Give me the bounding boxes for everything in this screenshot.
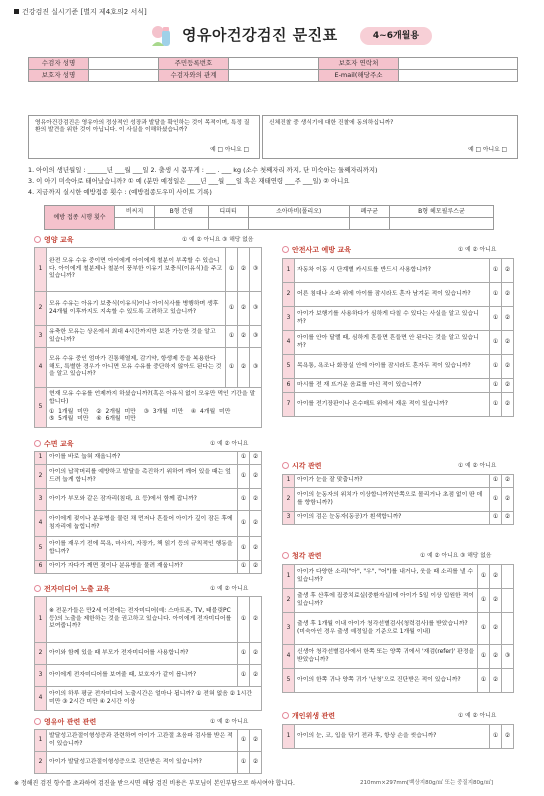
answer-option[interactable]: ② bbox=[238, 326, 250, 348]
vaccine-name: 폐구균 bbox=[349, 206, 389, 218]
info-label: 수검자와의 관계 bbox=[159, 70, 229, 82]
answer-option[interactable]: ① bbox=[238, 537, 250, 561]
answer-option[interactable]: ② bbox=[490, 589, 502, 613]
answer-option[interactable]: ② bbox=[250, 730, 262, 752]
answer-option[interactable]: ① bbox=[478, 645, 490, 669]
answer-option[interactable]: ① bbox=[478, 613, 490, 645]
section-title-sleep: 수면 교육 bbox=[34, 440, 74, 451]
answer-option[interactable]: ② bbox=[490, 645, 502, 669]
info-field[interactable] bbox=[229, 58, 319, 70]
vaccine-count[interactable] bbox=[349, 218, 389, 230]
answer-option[interactable]: ② bbox=[250, 597, 262, 643]
answer-option[interactable]: ① bbox=[490, 283, 502, 307]
section-title-safety: 안전사고 예방 교육 bbox=[282, 246, 351, 257]
answer-option[interactable]: ① bbox=[490, 259, 502, 283]
vaccine-count[interactable] bbox=[155, 218, 208, 230]
answer-legend: ① 예 ② 아니요 bbox=[210, 441, 249, 447]
answer-option[interactable]: ① bbox=[226, 326, 238, 348]
section-dot-icon bbox=[282, 552, 289, 559]
answer-option[interactable]: ② bbox=[250, 665, 262, 687]
section-title-nutrition: 영양 교육 bbox=[34, 236, 74, 247]
answer-option[interactable]: ① bbox=[490, 307, 502, 331]
answer-option[interactable]: ② bbox=[502, 331, 514, 355]
baby-bottle-icon bbox=[150, 24, 178, 50]
answer-option[interactable]: ② bbox=[502, 475, 514, 488]
answer-legend: ① 예 ② 아니요 bbox=[458, 463, 497, 469]
answer-option[interactable]: ② bbox=[250, 465, 262, 489]
answer-option[interactable]: ② bbox=[250, 537, 262, 561]
section-title-media: 전자미디어 노출 교육 bbox=[34, 585, 110, 596]
answer-legend: ① 예 ② 아니요 bbox=[458, 247, 497, 253]
age-range-badge: 4~6개월용 bbox=[360, 27, 432, 45]
answer-option[interactable]: ① bbox=[238, 752, 250, 774]
answer-option[interactable]: ① bbox=[490, 512, 502, 525]
square-bullet-icon bbox=[14, 9, 19, 14]
answer-option[interactable]: ① bbox=[490, 725, 502, 749]
question-line[interactable]: 1. 아이의 생년월일 : ______년 ___월 ___일 2. 출생 시 몸무게 : ___ . ___ kg (소수 첫째자리 까지, 단 미숙아는 둘째자리까지) bbox=[28, 166, 378, 174]
answer-option[interactable]: ① bbox=[490, 355, 502, 379]
answer-legend: ① 예 ② 아니요 ③ 해당 없음 bbox=[182, 237, 254, 243]
question-line[interactable]: 3. 이 아기 미숙아로 태어났습니까? ① 예 (분만 예정일은 ____년 ___월 ___일 혹은 재태연령 ___주 ___일) ② 아니요 bbox=[28, 177, 350, 185]
answer-legend: ① 예 ② 아니요 ③ 해당 없음 bbox=[420, 553, 492, 559]
vaccine-name: B형 간염 bbox=[155, 206, 208, 218]
answer-option[interactable]: ① bbox=[490, 379, 502, 393]
media-table: 1 ※ 전문가들은 만2세 이전에는 전자미디어(예: 스마트폰, TV, 태블릿PC 등)의 노출을 제한하는 것을 권고하고 있습니다. 아이에게 전자미디어를 보여줍니까? ① ② 2 아이와 함께 있을 때 부모가 전자미디어를 사용합니까? ① ② 3 아이에게 전자미디어를 보여줄 때, 보호자가 같이 봅니까? ① ② 4 아이의 하루 평균 전자미디어 노출시간은 얼마나 됩니까? ① 전혀 없음 ② 1시간 미만 ③ 2시간 미만 ④ 2시간 이상 bbox=[34, 596, 262, 711]
answer-option[interactable]: ① bbox=[238, 561, 250, 574]
hygiene-table: 1 아이의 눈, 코, 입을 닦기 전과 후, 항상 손을 씻습니까? ① ② bbox=[282, 724, 514, 749]
info-label: 보호자 연락처 bbox=[319, 58, 399, 70]
info-field[interactable] bbox=[89, 70, 159, 82]
answer-option[interactable]: ① bbox=[490, 488, 502, 512]
vaccination-label: 예방 접종 시행 횟수 bbox=[45, 206, 115, 230]
answer-option[interactable]: ② bbox=[502, 283, 514, 307]
vaccination-table bbox=[44, 205, 494, 230]
answer-option[interactable]: ② bbox=[502, 259, 514, 283]
vaccine-count[interactable] bbox=[115, 218, 155, 230]
consent-checkbox[interactable]: 예 □ 아니요 □ bbox=[468, 146, 507, 153]
answer-option[interactable]: ① bbox=[490, 393, 502, 417]
section-title-hygiene: 개인위생 관련 bbox=[282, 712, 335, 723]
answer-option[interactable]: ① bbox=[226, 348, 238, 388]
question-line[interactable]: 4. 지금까지 실시한 예방접종 횟수 : (예방접종도우미 사이트 기록) bbox=[28, 188, 212, 196]
consent-genital-exam: 신체진찰 중 생식기에 대한 진찰에 동의하십니까? 예 □ 아니요 □ bbox=[262, 115, 518, 159]
info-field[interactable] bbox=[89, 58, 159, 70]
vaccine-count[interactable] bbox=[248, 218, 349, 230]
answer-option[interactable]: ③ bbox=[250, 326, 262, 348]
section-dot-icon bbox=[34, 585, 41, 592]
answer-option[interactable]: ② bbox=[250, 511, 262, 537]
vaccine-name: 소아마비(폴리오) bbox=[248, 206, 349, 218]
answer-option[interactable]: ② bbox=[250, 561, 262, 574]
hearing-table: 1 아이가 다양한 소리("아", "우", "어")를 내거나, 웃을 때 소리를 낼 수 있습니까? ① ② 2 출생 후 산후에 집중치료실(중환자실)에 아이가 5일 이상 입원한 적이 있습니까? ① ② 3 출생 후 1개월 이내 아이가 청각선별검사(청력검사)를 받았습니까? (미숙아인 경우 출생 예정일을 기준으로 1개월 이내) ① ② 4 신생아 청각선별검사에서 한쪽 또는 양쪽 귀에서 '재검(refer)' 판정을 받았습니까? ① ② ③ 5 아이의 한쪽 귀나 양쪽 귀가 '난청'으로 진단받은 적이 있습니까? ① ② bbox=[282, 564, 514, 693]
answer-option[interactable]: ① bbox=[238, 465, 250, 489]
development-table: 1 발달성고관절이형성증과 관련하여 아이가 고관절 초음파 검사를 받은 적이 있습니까? ① ② 2 아이가 발달성고관절이형성증으로 진단받은 적이 있습니까? ① ② bbox=[34, 729, 262, 774]
consent-understanding: 영유아건강검진은 영유아의 정상적인 성장과 발달을 확인하는 것이 목적이며, 특정 질환의 발견을 위한 것이 아닙니다. 이 사실을 이해하셨습니까? 예 □ 아니요 □ bbox=[28, 115, 260, 159]
answer-option[interactable]: ① 1개월 미만 bbox=[49, 408, 89, 415]
answer-legend: ① 예 ② 아니요 bbox=[210, 586, 249, 592]
answer-option[interactable]: ③ 3개월 미만 bbox=[143, 408, 184, 415]
title-area bbox=[150, 24, 450, 50]
answer-option[interactable]: ① bbox=[478, 589, 490, 613]
answer-option[interactable]: ① bbox=[238, 597, 250, 643]
info-label: 주민등록번호 bbox=[159, 58, 229, 70]
info-label: 수검자 성명 bbox=[29, 58, 89, 70]
answer-option[interactable]: ⑤ 5개월 미만 bbox=[49, 416, 89, 423]
consent-checkbox[interactable]: 예 □ 아니요 □ bbox=[210, 146, 249, 153]
answer-option[interactable]: ① bbox=[226, 292, 238, 326]
answer-legend: ① 예 ② 아니요 bbox=[210, 719, 249, 725]
answer-option[interactable]: ② bbox=[250, 489, 262, 511]
vaccine-name: B형 헤모필루스균 bbox=[389, 206, 493, 218]
answer-option[interactable]: ② bbox=[490, 669, 502, 693]
answer-option[interactable]: ③ bbox=[502, 645, 514, 669]
info-field[interactable] bbox=[399, 70, 518, 82]
answer-option[interactable]: ① bbox=[238, 452, 250, 465]
answer-option[interactable]: ① bbox=[238, 489, 250, 511]
sleep-table: 1 아이를 바로 눕혀 재웁니까? ① ② 2 아이의 납작머리를 예방하고 발달을 촉진하기 위하여 깨어 있을 때는 엎드려 눕게 합니까? ① ② 3 아이가 부모와 같은 잠자리(침대, 요 등)에서 함께 잡니까? ① ② 4 아이에게 젖이나 분유병을 물린 채 먼저나 흔들어 아이가 깊이 잠든 후에 침자리에 눕힙니까? ① ② 5 아이를 재우기 전에 목욕, 마사지, 자장가, 책 읽기 등의 규칙적인 행동을 합니까? ① ② 6 아이가 자다가 깨면 젖이나 분유병을 물려 재웁니까? ① ② bbox=[34, 451, 262, 574]
section-dot-icon bbox=[282, 462, 289, 469]
vaccine-name: 비씨지 bbox=[115, 206, 155, 218]
footnote: ※ 정해진 검진 항수를 초과하여 검진을 받으시면 해당 검진 비용은 부모님이 본인부담으로 하시여야 합니다. bbox=[14, 780, 295, 787]
answer-legend: ① 예 ② 아니요 bbox=[458, 713, 497, 719]
answer-option[interactable]: ② bbox=[502, 379, 514, 393]
info-field[interactable] bbox=[399, 58, 518, 70]
answer-option[interactable]: ① bbox=[490, 331, 502, 355]
answer-option[interactable]: ② bbox=[238, 348, 250, 388]
section-dot-icon bbox=[282, 712, 289, 719]
vaccine-count[interactable] bbox=[208, 218, 248, 230]
answer-option[interactable]: ③ bbox=[250, 292, 262, 326]
patient-info-table bbox=[28, 57, 518, 82]
answer-option[interactable]: ② bbox=[250, 643, 262, 665]
safety-table: 1 자동차 이동 시 단계별 카시트를 반드시 사용합니까? ① ② 2 어른 침대나 소파 위에 아이를 잠시라도 혼자 남겨둔 적이 있습니까? ① ② 3 아이가 보행기를 사용하다가 심하게 다칠 수 있다는 사실을 알고 있습니까? ① ② 4 아이를 안아 달랠 때, 심하게 흔들면 흔들면 안 된다는 것을 알고 있습니까? ① ② 5 목욕통, 욕조나 화장실 안에 아이를 잠시라도 혼자두 적이 있습니까? ① ② 6 마시를 전 재 뜨거운 음료를 마신 적이 있습니까? ① ② 7 아이를 전기장판이나 온수매트 위에서 재운 적이 있습니까? ① ② bbox=[282, 258, 514, 417]
answer-option[interactable]: ② bbox=[502, 512, 514, 525]
vision-table: 1 아이가 눈을 잘 맞춥니까? ① ② 2 아이의 눈동자의 위치가 이상합니까?(안쪽으로 몰리거나 초점 없이 딴 데를 향함니까?) ① ② 3 아이의 검은 눈동자(동공)가 흰색합니까? ① ② bbox=[282, 474, 514, 525]
answer-option[interactable]: ② bbox=[502, 307, 514, 331]
paper-spec: 210mm×297mm[백상지80g/㎡ 또는 중질지80g/㎡] bbox=[360, 780, 494, 786]
answer-option[interactable]: ② bbox=[502, 725, 514, 749]
answer-option[interactable]: ② bbox=[502, 488, 514, 512]
answer-option[interactable]: ⑥ 6개월 미만 bbox=[96, 416, 136, 423]
answer-option[interactable]: ③ bbox=[250, 248, 262, 292]
answer-option[interactable]: ① bbox=[478, 669, 490, 693]
page-title: 영유아건강검진 문진표 bbox=[182, 26, 338, 44]
info-field[interactable] bbox=[229, 70, 319, 82]
section-title-vision: 시각 관련 bbox=[282, 462, 322, 473]
info-label: E-mail(해당주소 bbox=[319, 70, 399, 82]
answer-option[interactable]: ① bbox=[238, 643, 250, 665]
section-dot-icon bbox=[34, 236, 41, 243]
section-title-development: 영유아 관련 관련 bbox=[34, 718, 96, 729]
top-note: 건강검진 실시기준 [별지 제4호의2 서식] bbox=[14, 8, 147, 17]
answer-option[interactable]: ① bbox=[226, 248, 238, 292]
section-dot-icon bbox=[34, 718, 41, 725]
answer-option[interactable]: ② bbox=[490, 613, 502, 645]
answer-option[interactable]: ② bbox=[502, 355, 514, 379]
answer-option[interactable]: ② bbox=[502, 393, 514, 417]
vaccine-name: 디피티 bbox=[208, 206, 248, 218]
answer-option[interactable]: ③ bbox=[250, 348, 262, 388]
answer-option[interactable]: ② bbox=[250, 452, 262, 465]
section-title-hearing: 청각 관련 bbox=[282, 552, 322, 563]
section-dot-icon bbox=[34, 440, 41, 447]
answer-option[interactable]: ② bbox=[490, 565, 502, 589]
answer-option[interactable]: ① bbox=[238, 511, 250, 537]
basic-questions bbox=[28, 166, 518, 199]
answer-option[interactable]: ① bbox=[238, 730, 250, 752]
answer-option[interactable]: ① bbox=[478, 565, 490, 589]
answer-option[interactable]: ① bbox=[238, 665, 250, 687]
section-dot-icon bbox=[282, 246, 289, 253]
answer-option[interactable]: ② bbox=[238, 248, 250, 292]
answer-option[interactable]: ② bbox=[238, 292, 250, 326]
nutrition-table: 1 완전 모유 수유 중이면 아이에게 아이에게 철분이 부족할 수 있습니다. 아이에게 철분제나 철분이 풍부한 이유기 보충식(이유식)을 주고 있습니까? ① ② ③ 2 모유 수유는 아유기 보충식(이유식)이나 아이식사를 병행하며 생후 24개월 이후까지도 지속할 수 있도록 고려하고 있습니까? ① ② ③ 3 유축한 모유는 상온에서 최대 4시간까지만 보관 가능한 것을 알고 있습니까? ① ② ③ 4 모유 수유 중인 엄마가 진통해열제, 감기약, 항생제 등을 복용한다 해도, 특별한 경우가 아니면 모유 수유를 중단하지 않아도 된다는 것을 알고 있습니까? ① ② ③ 5 현재 모유 수유를 언제까지 하셨습니까?(혹은 아유식 없이 모유만 먹인 기간을 말합니다) ① 1개월 미만 ② 2개월 미만 ③ 3개월 미만 ④ 4개월 미만 ⑤ 5개월 미만 ⑥ 6개월 미만 bbox=[34, 247, 262, 428]
info-label: 보호자 성명 bbox=[29, 70, 89, 82]
answer-option[interactable]: ② 2개월 미만 bbox=[96, 408, 136, 415]
vaccine-count[interactable] bbox=[389, 218, 493, 230]
answer-option[interactable]: ② bbox=[250, 752, 262, 774]
answer-option[interactable]: ④ 4개월 미만 bbox=[190, 408, 231, 415]
answer-option[interactable]: ① bbox=[490, 475, 502, 488]
